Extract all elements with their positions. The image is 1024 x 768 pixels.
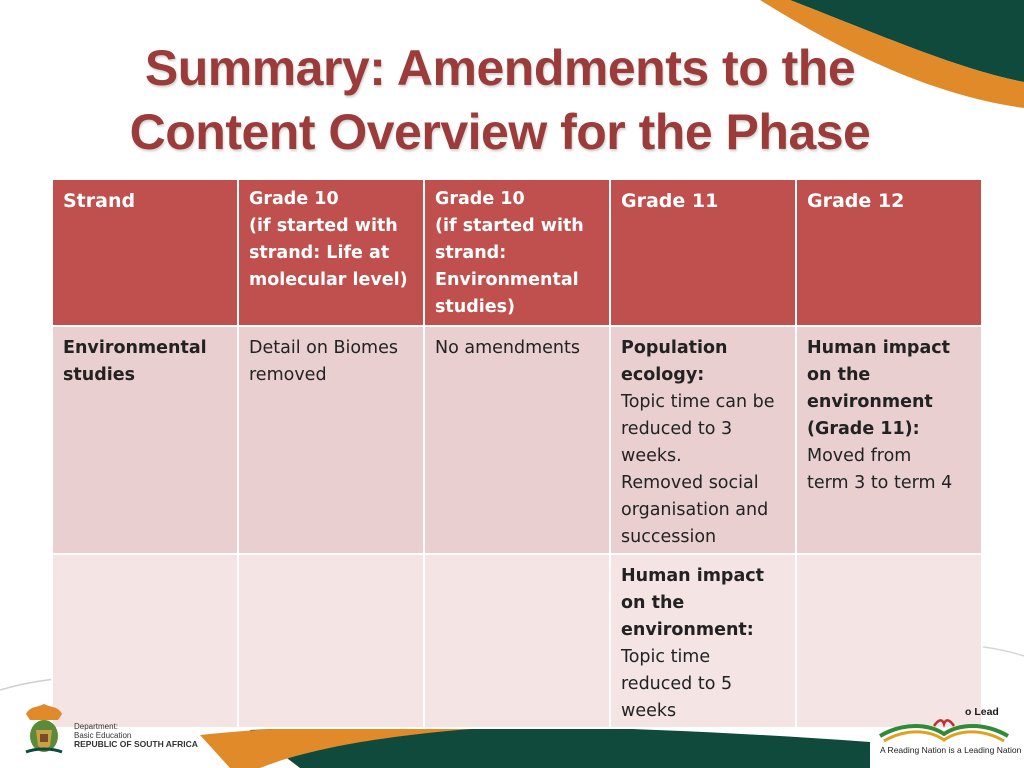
- header-text: Grade 10: [435, 189, 525, 209]
- cell-text: Topic time can be: [621, 392, 775, 412]
- slogan-text: A Reading Nation is a Leading Nation: [880, 745, 1022, 755]
- header-grade10-life: [239, 180, 423, 325]
- header-text: Environmental: [435, 270, 579, 290]
- cell-text: succession: [621, 527, 717, 547]
- cell-text: term 3 to term 4: [807, 473, 953, 493]
- cell-text: environment: [807, 392, 933, 412]
- cell-text: Environmental: [63, 338, 207, 358]
- cell-grade10-env: [425, 327, 609, 553]
- cell-text: on the: [807, 365, 871, 385]
- cell-text: Moved from: [807, 446, 912, 466]
- header-text: Grade 10: [249, 189, 339, 209]
- cell-text: Human impact: [621, 566, 765, 586]
- header-strand: [53, 180, 237, 325]
- cell-text: on the: [621, 593, 685, 613]
- cell-text: (Grade 11):: [807, 419, 920, 439]
- cell-text: Detail on Biomes: [249, 338, 398, 358]
- header-text: molecular level): [249, 270, 408, 290]
- cell-grade10-life: [239, 327, 423, 553]
- header-text: (if started with: [435, 216, 584, 236]
- cell-text: reduced to 5: [621, 674, 733, 694]
- header-text: Strand: [63, 190, 136, 212]
- cell-text: removed: [249, 365, 327, 385]
- department-logo-text: [74, 722, 198, 749]
- dept-line3: REPUBLIC OF SOUTH AFRICA: [74, 739, 198, 749]
- cell-text: weeks: [621, 701, 677, 721]
- cell-empty: [53, 555, 237, 727]
- amendments-table: [51, 178, 983, 729]
- table-row: [53, 327, 981, 553]
- cell-empty: [797, 555, 981, 727]
- cell-strand: [53, 327, 237, 553]
- cell-empty: [425, 555, 609, 727]
- reading-book-icon: [874, 716, 1014, 746]
- cell-text: No amendments: [435, 338, 580, 358]
- slide-title-line2: Content Overview for the Phase: [129, 104, 871, 160]
- cell-text: Removed social: [621, 473, 759, 493]
- coat-of-arms-icon: [18, 700, 70, 758]
- dept-line2: Basic Education: [74, 731, 132, 740]
- cell-text: environment:: [621, 620, 754, 640]
- dept-line1: Department:: [74, 722, 119, 731]
- cell-text: Population: [621, 338, 728, 358]
- cell-grade12: [797, 327, 981, 553]
- cell-grade11: [611, 555, 795, 727]
- cell-grade11: [611, 327, 795, 553]
- lead-text-fragment: o Lead: [965, 706, 999, 718]
- header-grade12: [797, 180, 981, 325]
- cell-text: Topic time: [621, 647, 711, 667]
- header-text: strand: Life at: [249, 243, 390, 263]
- header-text: (if started with: [249, 216, 398, 236]
- cell-text: Human impact: [807, 338, 951, 358]
- cell-text: studies: [63, 365, 136, 385]
- table-header-row: [53, 180, 981, 325]
- slide-title-line1: Summary: Amendments to the: [144, 40, 856, 96]
- header-text: studies): [435, 297, 516, 317]
- header-text: Grade 11: [621, 190, 719, 212]
- cell-text: weeks.: [621, 446, 682, 466]
- cell-text: organisation and: [621, 500, 769, 520]
- slide-title: [40, 36, 960, 164]
- header-grade11: [611, 180, 795, 325]
- header-text: Grade 12: [807, 190, 905, 212]
- cell-text: reduced to 3: [621, 419, 733, 439]
- cell-text: ecology:: [621, 365, 705, 385]
- header-grade10-env: [425, 180, 609, 325]
- header-text: strand:: [435, 243, 507, 263]
- table-row: [53, 555, 981, 727]
- cell-empty: [239, 555, 423, 727]
